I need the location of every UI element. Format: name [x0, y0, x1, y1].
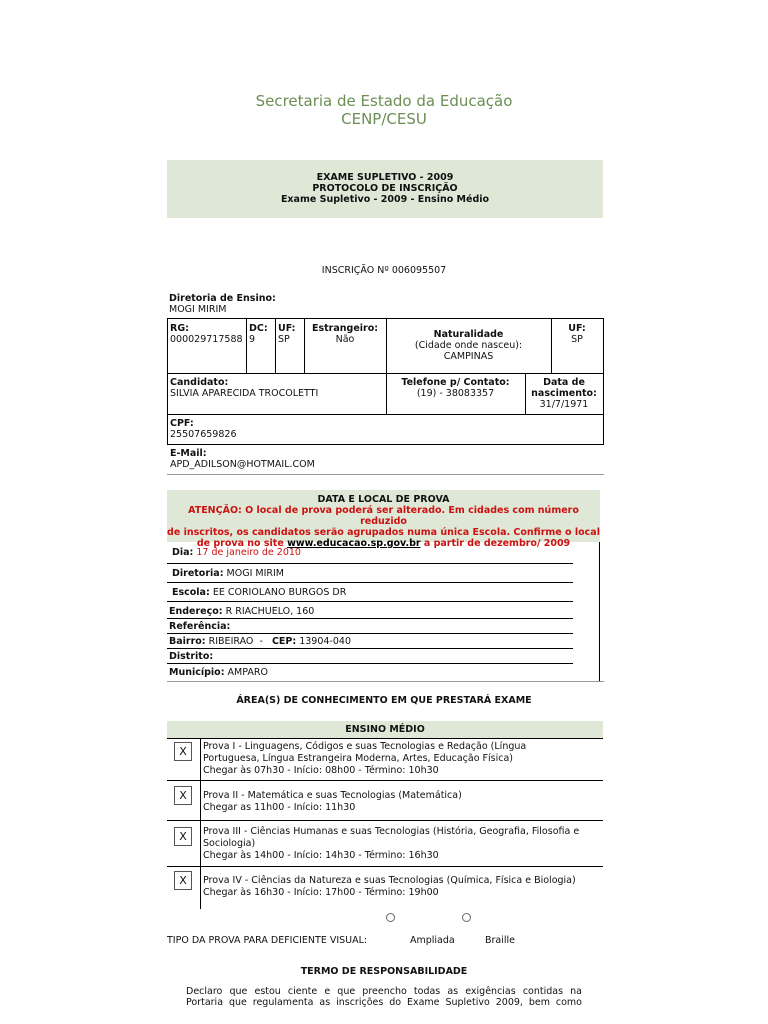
dc-value: 9	[249, 334, 256, 345]
nascimento-field	[525, 377, 603, 410]
municipio-label: Município:	[169, 667, 225, 678]
termo-line-2: Portaria que regulamenta as inscrições do Exame Supletivo 2009, bem como	[186, 997, 582, 1008]
banner-line-3: Exame Supletivo - 2009 - Ensino Médio	[280, 194, 490, 205]
ensino-medio-bar: ENSINO MÉDIO	[167, 721, 603, 738]
rg-label: RG:	[170, 323, 189, 334]
prova-2-checkbox[interactable]: X	[174, 786, 192, 805]
bairro-label: Bairro:	[169, 636, 206, 647]
diretoria-block	[169, 293, 276, 315]
uf2-field	[551, 323, 603, 345]
nascimento-label-2: nascimento:	[531, 388, 597, 399]
bairro-field	[169, 636, 351, 647]
escola-field	[172, 587, 346, 598]
nascimento-value: 31/7/1971	[539, 399, 589, 410]
prova-3-line-2: Sociologia)	[203, 838, 256, 849]
dc-field	[249, 323, 268, 345]
local-warning-3b: a partir de dezembro/ 2009	[420, 538, 571, 549]
email-label: E-Mail:	[170, 448, 207, 459]
areas-title: ÁREA(S) DE CONHECIMENTO EM QUE PRESTARÁ EXAME	[236, 695, 532, 706]
prova-2-line-1: Prova II - Matemática e suas Tecnologias (Matemática)	[203, 790, 462, 801]
candidato-field	[170, 377, 318, 399]
diretoria-value: MOGI MIRIM	[169, 304, 227, 315]
prova-3-line-1: Prova III - Ciências Humanas e suas Tecnologias (História, Geografia, Filosofia e	[203, 826, 580, 837]
prova-1-line-3: Chegar às 07h30 - Início: 08h00 - Término: 10h30	[203, 765, 439, 776]
prova-4-checkbox[interactable]: X	[174, 871, 192, 890]
dia-label: Dia:	[172, 547, 194, 558]
escola-value: EE CORIOLANO BURGOS DR	[212, 587, 347, 598]
escola-label: Escola:	[172, 587, 210, 598]
candidato-value: SILVIA APARECIDA TROCOLETTI	[170, 388, 319, 399]
ampliada-label: Ampliada	[410, 935, 455, 946]
header-subtitle: CENP/CESU	[341, 110, 427, 128]
prova-1-checkbox[interactable]: X	[174, 742, 192, 761]
prova-3-line-3: Chegar às 14h00 - Início: 14h30 - Término: 16h30	[203, 850, 439, 861]
banner-line-1: EXAME SUPLETIVO - 2009	[316, 172, 454, 183]
local-warning-2: de inscritos, os candidatos serão agrupados numa única Escola. Confirme o local	[167, 527, 600, 538]
referencia-label: Referência:	[169, 621, 231, 632]
braille-radio[interactable]	[462, 913, 471, 922]
municipio-value: AMPARO	[227, 667, 268, 678]
diretoria2-label: Diretoria:	[172, 568, 224, 579]
prova-1-text	[203, 741, 603, 777]
exam-banner	[167, 160, 603, 218]
telefone-value: (19) - 38083357	[416, 388, 495, 399]
site-link[interactable]: www.educacao.sp.gov.br	[287, 538, 421, 549]
candidato-label: Candidato:	[170, 377, 229, 388]
uf-field	[278, 323, 295, 345]
inscricao-number: INSCRIÇÃO Nº 006095507	[321, 265, 447, 276]
braille-label: Braille	[485, 935, 516, 946]
endereco-value: R RIACHUELO, 160	[225, 606, 315, 617]
rg-value: 000029717588	[170, 334, 243, 345]
prova-4-text	[203, 875, 603, 899]
distrito-field	[169, 651, 213, 662]
prova-4-line-1: Prova IV - Ciências da Natureza e suas Tecnologias (Química, Física e Biologia)	[203, 875, 576, 886]
local-title: DATA E LOCAL DE PROVA	[317, 494, 450, 505]
naturalidade-sub: (Cidade onde nasceu):	[414, 340, 523, 351]
naturalidade-field	[386, 329, 551, 362]
endereco-label: Endereço:	[169, 606, 223, 617]
cpf-value: 25507659826	[170, 429, 237, 440]
prova-1-line-2: Portuguesa, Língua Estrangeira Moderna, Artes, Educação Física)	[203, 753, 513, 764]
estrangeiro-value: Não	[335, 334, 355, 345]
prova-1-line-1: Prova I - Linguagens, Códigos e suas Tecnologias e Redação (Língua	[203, 741, 527, 752]
prova-4-line-2: Chegar às 16h30 - Início: 17h00 - Término: 19h00	[203, 887, 439, 898]
bairro-value: RIBEIRAO	[208, 636, 254, 647]
termo-title: TERMO DE RESPONSABILIDADE	[300, 966, 468, 977]
ampliada-radio[interactable]	[386, 913, 395, 922]
prova-3-checkbox[interactable]: X	[174, 827, 192, 846]
rg-field	[170, 323, 243, 345]
prova-2-line-2: Chegar as 11h00 - Início: 11h30	[203, 802, 356, 813]
uf2-value: SP	[571, 334, 583, 345]
dia-value: 17 de janeiro de 2010	[196, 547, 301, 558]
banner-line-2: PROTOCOLO DE INSCRIÇÃO	[312, 183, 458, 194]
prova-2-text	[203, 790, 603, 814]
distrito-label: Distrito:	[169, 651, 214, 662]
diretoria2-value: MOGI MIRIM	[226, 568, 284, 579]
nascimento-label-1: Data de	[543, 377, 585, 388]
cpf-label: CPF:	[170, 418, 194, 429]
email-field	[170, 448, 315, 470]
uf-value: SP	[278, 334, 290, 345]
diretoria2-field	[172, 568, 284, 579]
local-banner	[167, 490, 600, 549]
email-value: APD_ADILSON@HOTMAIL.COM	[170, 459, 315, 470]
estrangeiro-field	[304, 323, 386, 345]
referencia-field	[169, 621, 230, 632]
uf-label: UF:	[278, 323, 296, 334]
telefone-label: Telefone p/ Contato:	[401, 377, 510, 388]
dia-field	[172, 547, 301, 558]
termo-line-1: Declaro que estou ciente e que preencho todas as exigências contidas na	[186, 986, 582, 997]
naturalidade-label: Naturalidade	[433, 329, 504, 340]
local-warning-1: ATENÇÃO: O local de prova poderá ser alterado. Em cidades com número reduzido	[188, 505, 579, 527]
cpf-field	[170, 418, 237, 440]
diretoria-label: Diretoria de Ensino:	[169, 293, 276, 304]
naturalidade-value: CAMPINAS	[443, 351, 494, 362]
cep-label: CEP:	[271, 636, 297, 647]
endereco-field	[169, 606, 314, 617]
visual-label: TIPO DA PROVA PARA DEFICIENTE VISUAL:	[167, 935, 368, 946]
bairro-sep: -	[259, 636, 263, 647]
header-title: Secretaria de Estado da Educação	[255, 92, 513, 110]
cep-value: 13904-040	[299, 636, 351, 647]
local-warning-3a: de prova no site	[196, 538, 288, 549]
estrangeiro-label: Estrangeiro:	[311, 323, 379, 334]
prova-3-text	[203, 826, 603, 862]
telefone-field	[386, 377, 525, 399]
uf2-label: UF:	[568, 323, 586, 334]
dc-label: DC:	[249, 323, 268, 334]
municipio-field	[169, 667, 268, 678]
